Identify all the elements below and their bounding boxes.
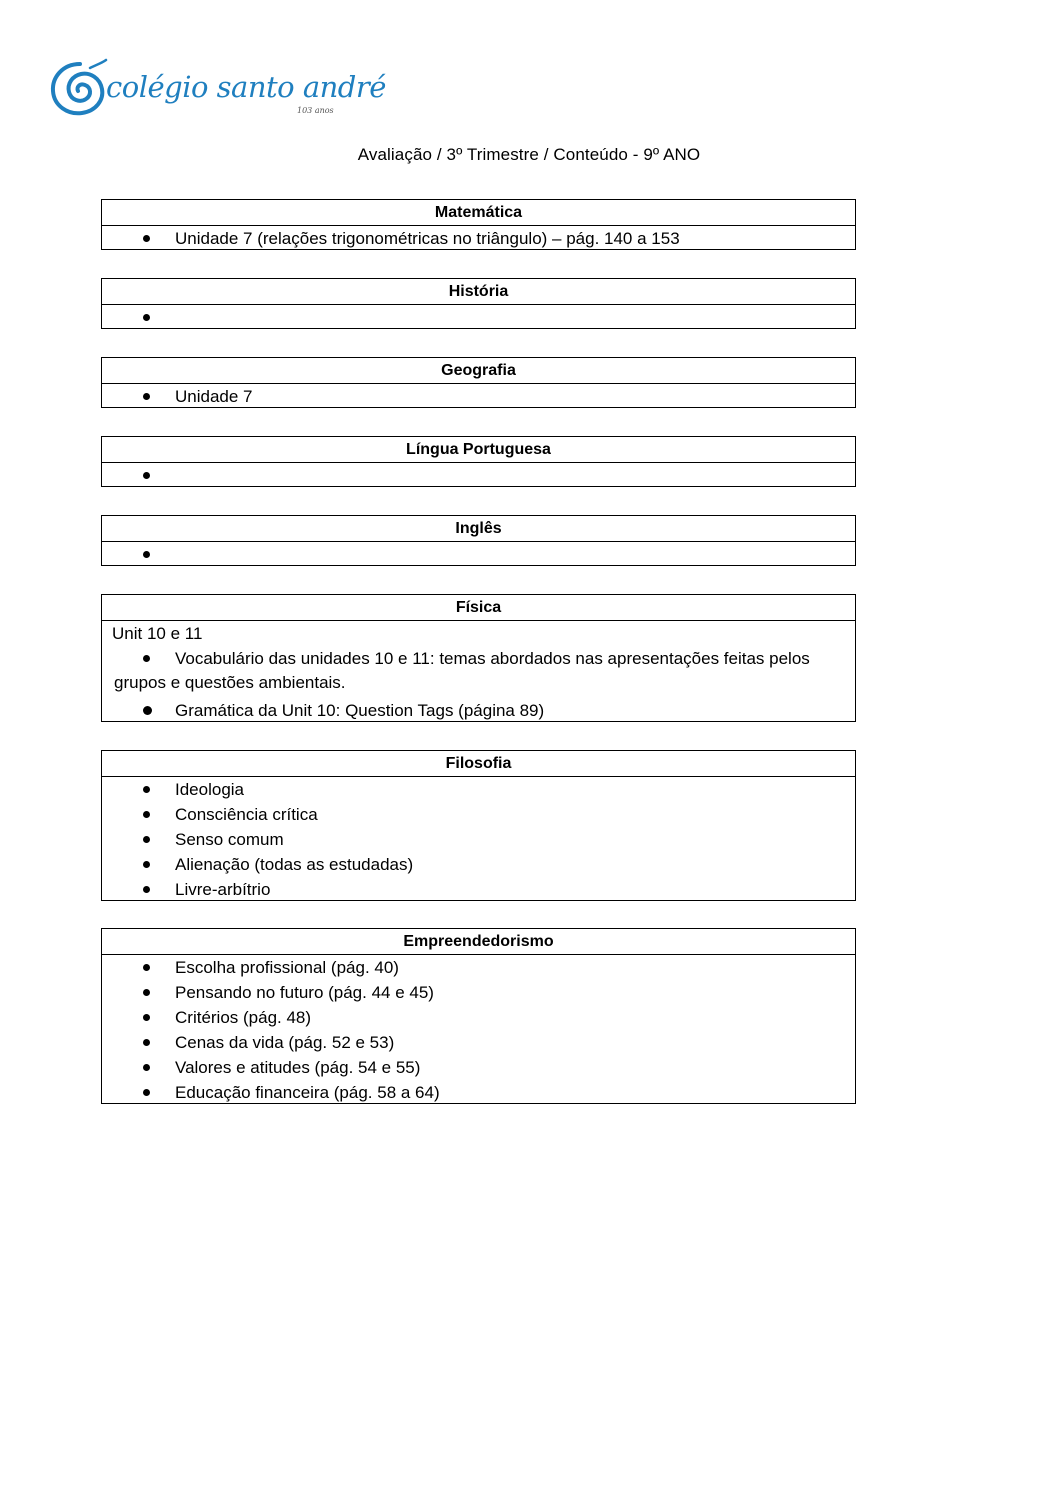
section-heading: Matemática	[102, 200, 855, 226]
bullet-icon	[143, 989, 150, 996]
bullet-icon	[143, 706, 152, 715]
list-item	[102, 646, 855, 671]
bullet-icon	[143, 1039, 150, 1046]
bullet-icon	[143, 1089, 150, 1096]
list-item	[102, 1080, 855, 1105]
bullet-icon	[143, 393, 150, 400]
list-item-text: Pensando no futuro (pág. 44 e 45)	[175, 983, 434, 1002]
list-item	[102, 877, 855, 902]
list-item-text: Valores e atitudes (pág. 54 e 55)	[175, 1058, 421, 1077]
bullet-icon	[143, 1014, 150, 1021]
section-geografia	[101, 357, 856, 408]
list-item	[102, 1055, 855, 1080]
bullet-icon	[143, 472, 150, 479]
list-item-text: Cenas da vida (pág. 52 e 53)	[175, 1033, 395, 1052]
section-matematica	[101, 199, 856, 250]
section-heading: História	[102, 279, 855, 305]
section-heading: Empreendedorismo	[102, 929, 855, 955]
section-filosofia	[101, 750, 856, 901]
bullet-icon	[143, 811, 150, 818]
section-fisica	[101, 594, 856, 722]
list-item	[102, 980, 855, 1005]
bullet-icon	[143, 964, 150, 971]
section-lingua-portuguesa	[101, 436, 856, 487]
list-item-text: Educação financeira (pág. 58 a 64)	[175, 1083, 440, 1102]
school-name: colégio santo andré	[106, 70, 386, 104]
list-item-text: Livre-arbítrio	[175, 880, 271, 899]
section-heading: Física	[102, 595, 855, 621]
bullet-icon	[143, 836, 150, 843]
section-heading: Inglês	[102, 516, 855, 542]
list-item	[102, 305, 855, 330]
section-heading: Geografia	[102, 358, 855, 384]
bullet-icon	[143, 786, 150, 793]
section-historia	[101, 278, 856, 329]
list-item	[102, 1030, 855, 1055]
list-item	[102, 542, 855, 567]
list-item-text: Alienação (todas as estudadas)	[175, 855, 414, 874]
list-item	[102, 955, 855, 980]
school-logo	[50, 58, 386, 120]
page-title: Avaliação / 3º Trimestre / Conteúdo - 9º ANO	[357, 145, 701, 164]
school-tagline: 103 anos	[297, 106, 334, 115]
bullet-icon	[143, 1064, 150, 1071]
list-item-text: Ideologia	[175, 780, 245, 799]
list-item-text: Unidade 7 (relações trigonométricas no triângulo) – pág. 140 a 153	[175, 229, 680, 248]
bullet-icon	[143, 861, 150, 868]
list-item-text: Unidade 7	[175, 387, 253, 406]
section-ingles	[101, 515, 856, 566]
list-item-text: Gramática da Unit 10: Question Tags (página 89)	[175, 701, 545, 720]
list-item	[102, 802, 855, 827]
section-intro: Unit 10 e 11	[112, 624, 203, 643]
list-item-text: Vocabulário das unidades 10 e 11: temas abordados nas apresentações feitas pelos	[175, 649, 810, 668]
section-heading: Filosofia	[102, 751, 855, 777]
list-item-continuation: grupos e questões ambientais.	[114, 673, 346, 692]
list-item	[102, 226, 855, 251]
list-item	[102, 1005, 855, 1030]
bullet-icon	[143, 551, 150, 558]
list-item	[102, 384, 855, 409]
section-heading: Língua Portuguesa	[102, 437, 855, 463]
list-item	[102, 852, 855, 877]
list-item	[102, 827, 855, 852]
bullet-icon	[143, 655, 150, 662]
list-item	[102, 698, 855, 723]
list-item-text: Escolha profissional (pág. 40)	[175, 958, 399, 977]
bullet-icon	[143, 235, 150, 242]
list-item-text: Senso comum	[175, 830, 284, 849]
bullet-icon	[143, 886, 150, 893]
swirl-logo-icon	[50, 58, 110, 120]
list-item	[102, 463, 855, 488]
section-empreendedorismo	[101, 928, 856, 1104]
list-item-text: Critérios (pág. 48)	[175, 1008, 312, 1027]
list-item	[102, 777, 855, 802]
list-item-text: Consciência crítica	[175, 805, 318, 824]
bullet-icon	[143, 314, 150, 321]
